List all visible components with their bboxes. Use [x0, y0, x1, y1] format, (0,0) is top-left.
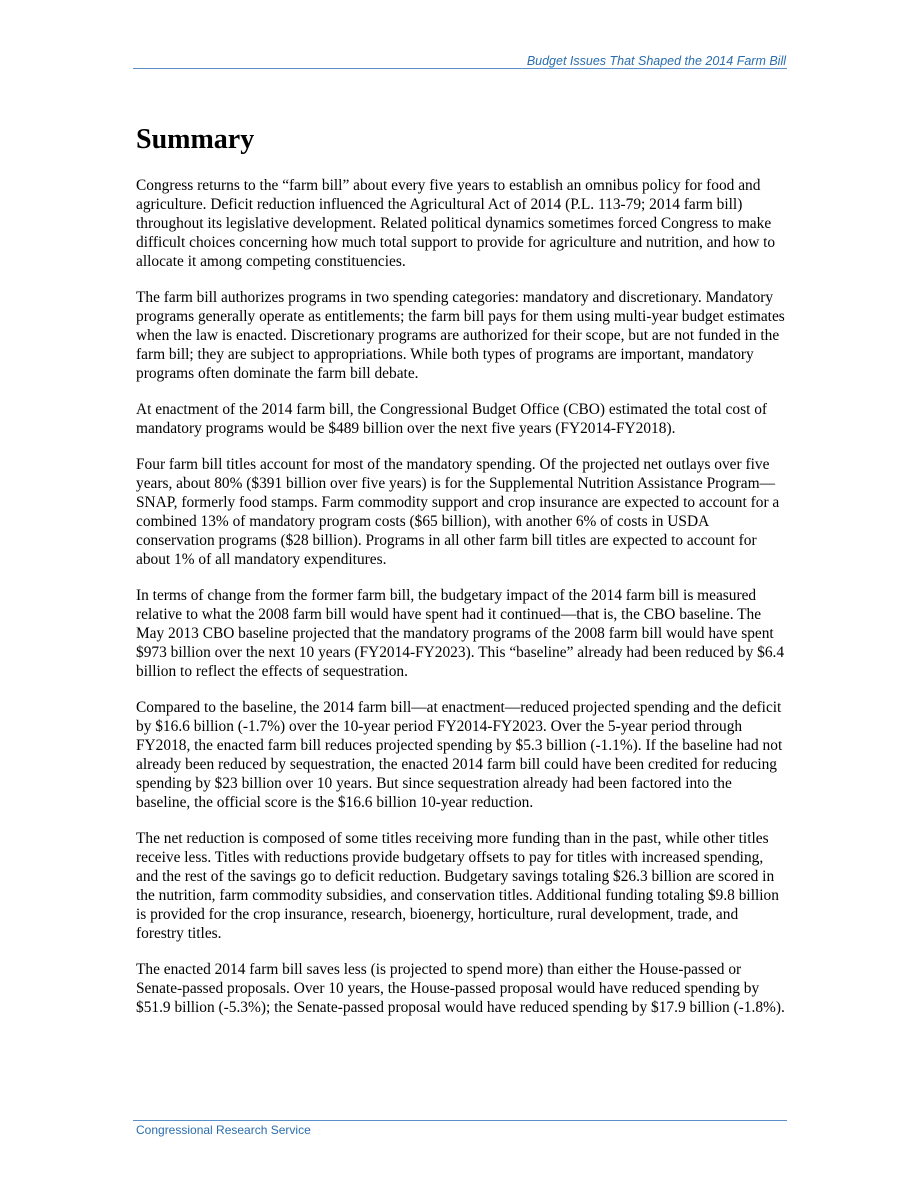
paragraph: The net reduction is composed of some titles receiving more funding than in the past, while other titles receive less. Titles with reductions provide budgetary offsets to pay for titles with increased spending, and the rest of the savings go to deficit reduction. Budgetary savings totaling $26.3 billion are scored in the nutrition, farm commodity subsidies, and conservation titles. Additional funding totaling $9.8 billion is provided for the crop insurance, research, bioenergy, horticulture, rural development, trade, and forestry titles.	[136, 830, 779, 942]
paragraph: Congress returns to the “farm bill” about every five years to establish an omnibus policy for food and agriculture. Deficit reduction influenced the Agricultural Act of 2014 (P.L. 113-79; 2014 farm bill) throughout its legislative development. Related political dynamics sometimes forced Congress to make difficult choices concerning how much total support to provide for agriculture and nutrition, and how to allocate it among competing constituencies.	[136, 177, 776, 270]
running-header-title: Budget Issues That Shaped the 2014 Farm Bill	[526, 54, 786, 68]
section-title: Summary	[136, 124, 255, 155]
paragraph: At enactment of the 2014 farm bill, the Congressional Budget Office (CBO) estimated the total cost of mandatory programs would be $489 billion over the next five years (FY2014-FY2018).	[136, 401, 768, 437]
footer-organization: Congressional Research Service	[136, 1123, 311, 1137]
header-divider	[133, 68, 787, 69]
paragraph: The farm bill authorizes programs in two spending categories: mandatory and discretionary. Mandatory programs generally operate as entitlements; the farm bill pays for them using multi-year budget estimates when the law is enacted. Discretionary programs are authorized for their scope, but are not funded in the farm bill; they are subject to appropriations. While both types of programs are important, mandatory programs often dominate the farm bill debate.	[136, 289, 785, 382]
paragraph: In terms of change from the former farm bill, the budgetary impact of the 2014 farm bill is measured relative to what the 2008 farm bill would have spent had it continued—that is, the CBO baseline. The May 2013 CBO baseline projected that the mandatory programs of the 2008 farm bill would have spent $973 billion over the next 10 years (FY2014-FY2023). This “baseline” already had been reduced by $6.4 billion to reflect the effects of sequestration.	[136, 587, 785, 680]
paragraph: Compared to the baseline, the 2014 farm bill—at enactment—reduced projected spending and the deficit by $16.6 billion (-1.7%) over the 10-year period FY2014-FY2023. Over the 5-year period through FY2018, the enacted farm bill reduces projected spending by $5.3 billion (-1.1%). If the baseline had not already been reduced by sequestration, the enacted 2014 farm bill could have been credited for reducing spending by $23 billion over 10 years. But since sequestration already had been factored into the baseline, the official score is the $16.6 billion 10-year reduction.	[136, 699, 783, 811]
paragraph: The enacted 2014 farm bill saves less (is projected to spend more) than either the House-passed or Senate-passed proposals. Over 10 years, the House-passed proposal would have reduced spending by $51.9 billion (-5.3%); the Senate-passed proposal would have reduced spending by $17.9 billion (-1.8%).	[136, 961, 785, 1016]
summary-body	[136, 176, 786, 1034]
paragraph: Four farm bill titles account for most of the mandatory spending. Of the projected net outlays over five years, about 80% ($391 billion over five years) is for the Supplemental Nutrition Assistance Program—SNAP, formerly food stamps. Farm commodity support and crop insurance are expected to account for a combined 13% of mandatory program costs ($65 billion), with another 6% of costs in USDA conservation programs ($28 billion). Programs in all other farm bill titles are expected to account for about 1% of all mandatory expenditures.	[136, 456, 780, 568]
footer-divider	[133, 1120, 787, 1121]
